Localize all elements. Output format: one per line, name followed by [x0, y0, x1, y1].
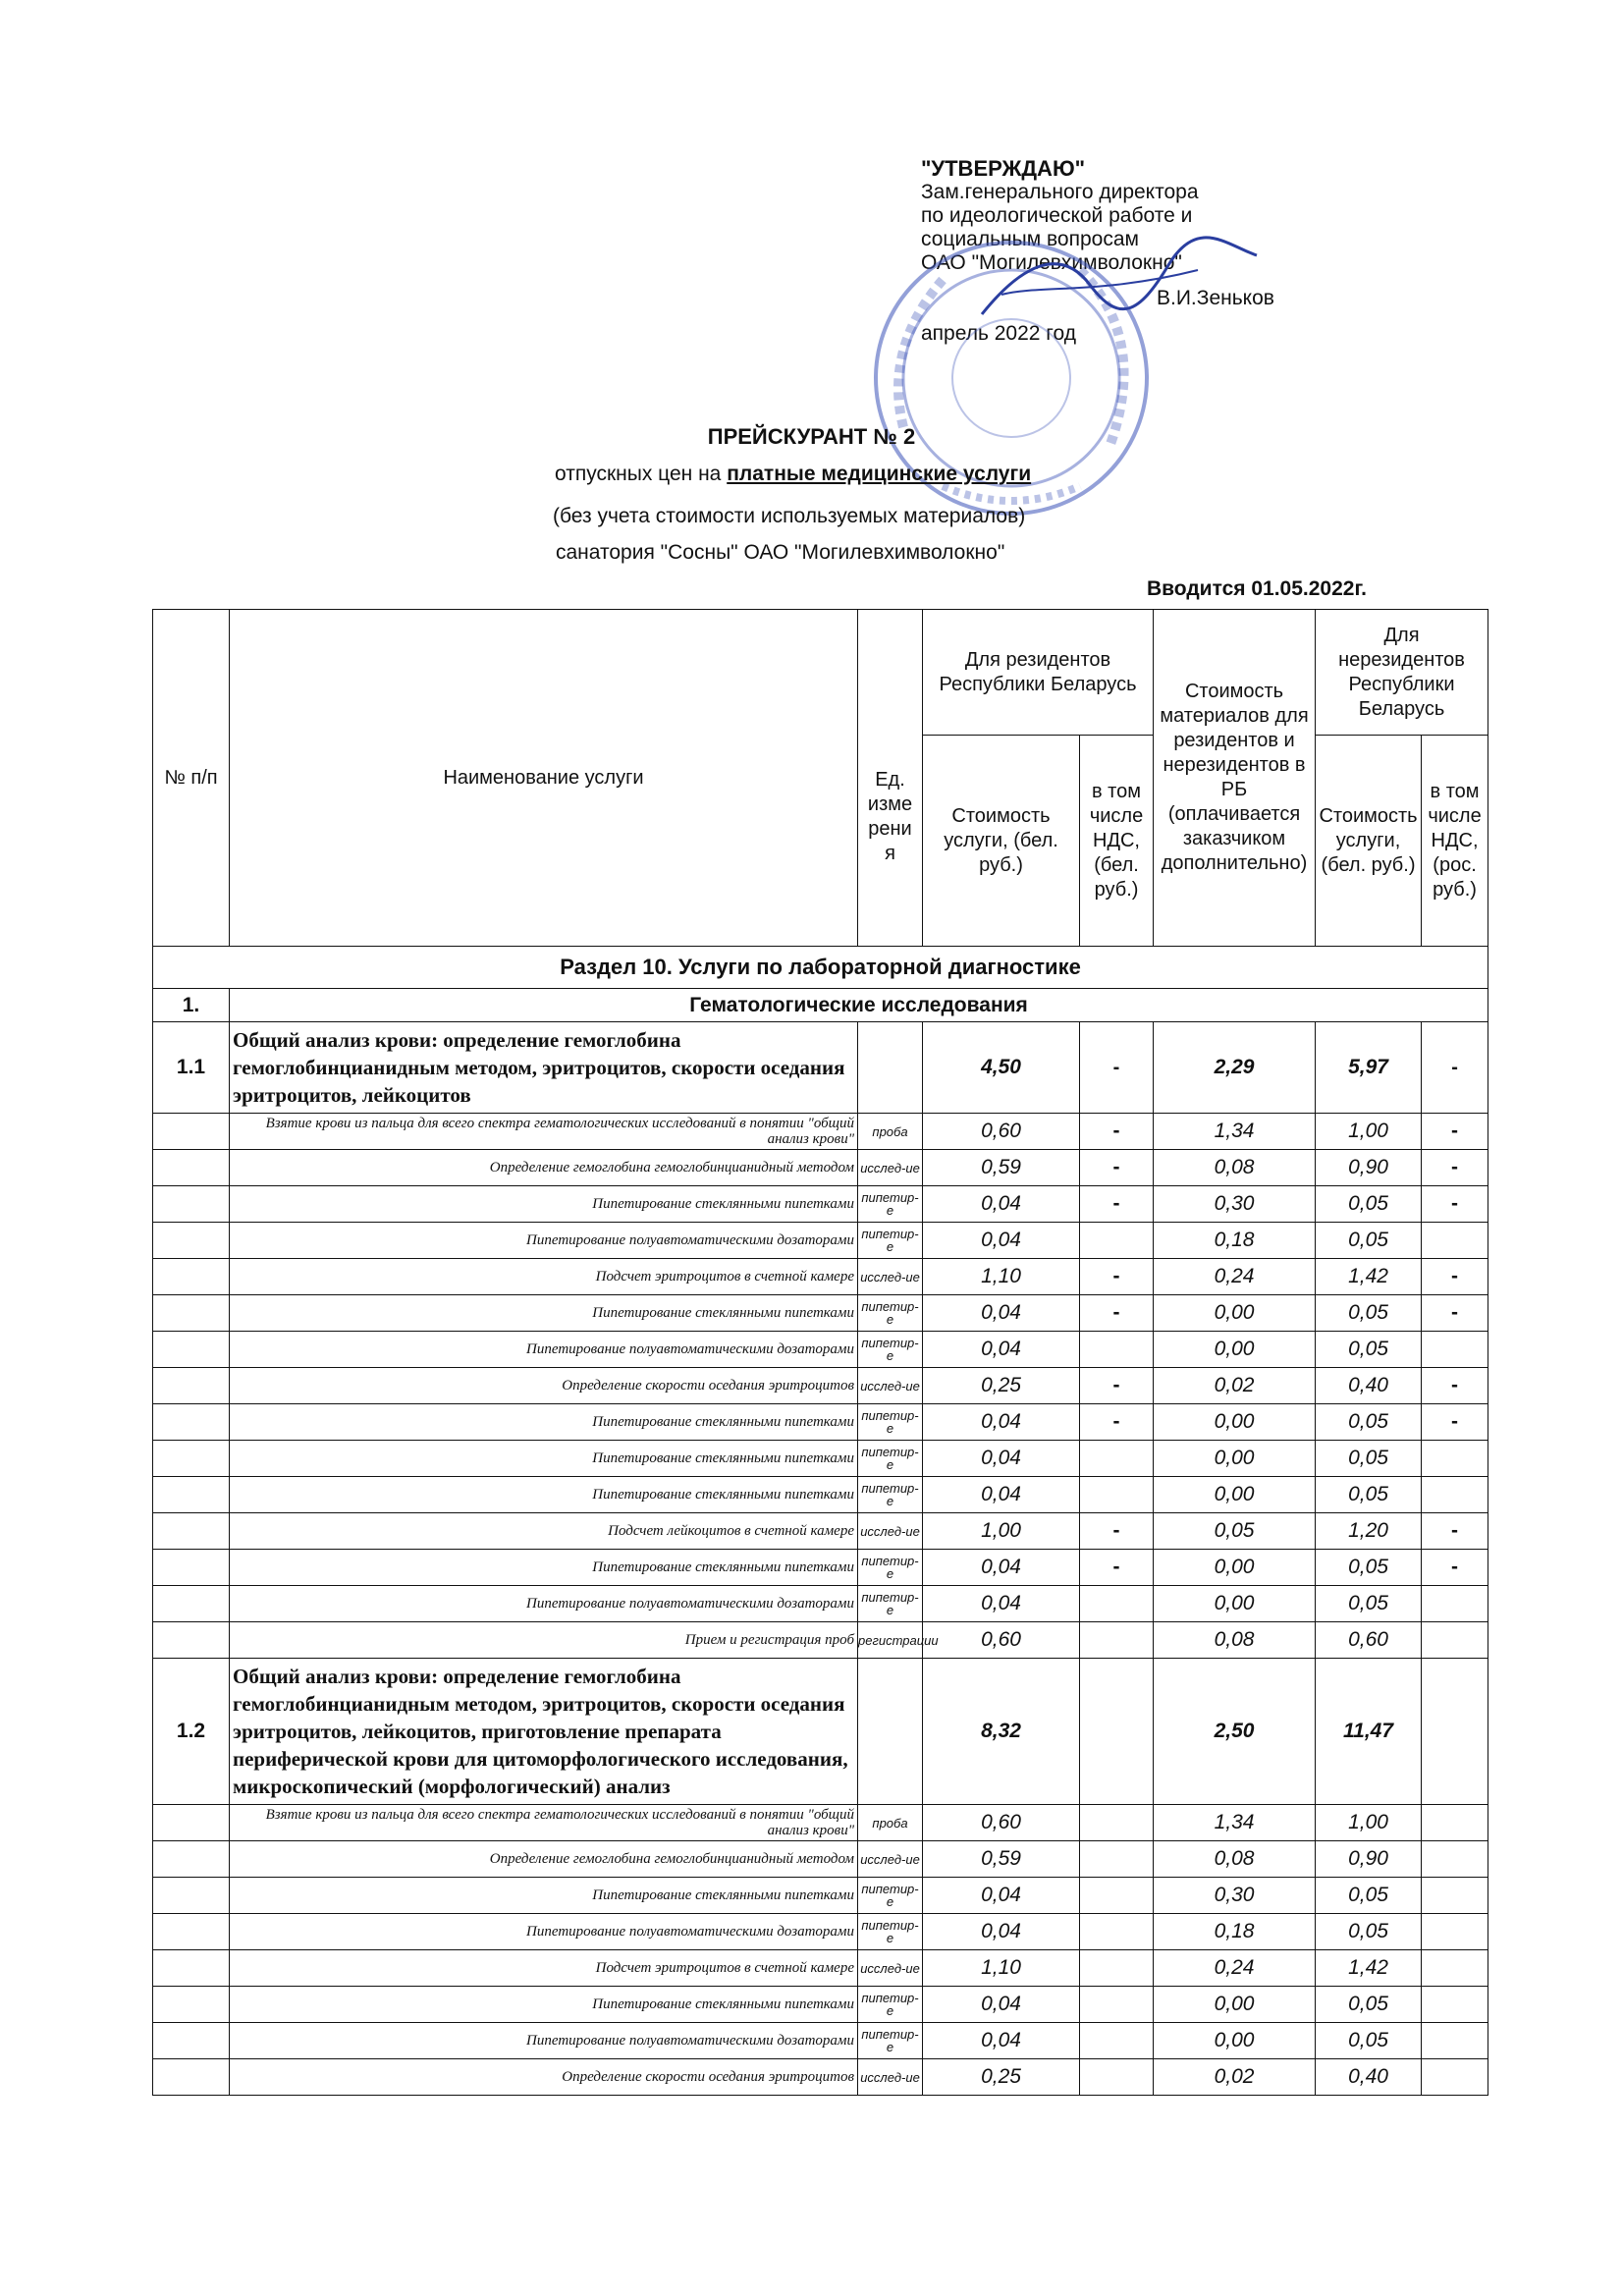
- sub-item-name: Подсчет лейкоцитов в счетной камере: [230, 1513, 858, 1550]
- sub-item-unit: исслед-ие: [858, 1950, 923, 1987]
- sub-item-unit: пипетир-е: [858, 1550, 923, 1586]
- sub-item-nonres-vat: [1422, 1878, 1488, 1914]
- sub-item-materials: 0,00: [1154, 1295, 1316, 1332]
- sub-item-cost: 0,04: [923, 1404, 1080, 1441]
- sub-item-cost: 0,60: [923, 1114, 1080, 1150]
- sub-item-row: [153, 1368, 1488, 1404]
- sub-item-nonres-vat: -: [1422, 1513, 1488, 1550]
- sub-item-cost: 0,60: [923, 1805, 1080, 1841]
- sub-item-vat: [1080, 1477, 1154, 1513]
- service-nonres-vat: [1422, 1659, 1488, 1805]
- sub-item-row: [153, 1404, 1488, 1441]
- sub-item-vat: [1080, 1805, 1154, 1841]
- sub-item-row: [153, 1878, 1488, 1914]
- sub-item-nonres-vat: [1422, 1841, 1488, 1878]
- sub-item-unit: пипетир-е: [858, 1878, 923, 1914]
- header-nonresident-cost: Стоимость услуги, (бел. руб.): [1316, 736, 1422, 947]
- sub-item-cost: 0,04: [923, 1332, 1080, 1368]
- sub-item-nonres-vat: [1422, 1950, 1488, 1987]
- sub-item-row: [153, 1914, 1488, 1950]
- sub-item-vat: -: [1080, 1550, 1154, 1586]
- sub-item-nonres-cost: 0,05: [1316, 1878, 1422, 1914]
- sub-item-materials: 1,34: [1154, 1805, 1316, 1841]
- sub-item-cost: 0,60: [923, 1622, 1080, 1659]
- sub-item-materials: 0,24: [1154, 1259, 1316, 1295]
- section-title: Раздел 10. Услуги по лабораторной диагностике: [153, 947, 1488, 989]
- sub-item-nonres-vat: -: [1422, 1114, 1488, 1150]
- sub-item-materials: 0,00: [1154, 1332, 1316, 1368]
- sub-item-materials: 0,08: [1154, 1841, 1316, 1878]
- header-num: № п/п: [153, 610, 230, 947]
- sub-item-num: [153, 1586, 230, 1622]
- service-name: Общий анализ крови: определение гемоглобина гемоглобинцианидным методом, эритроцитов, скорости оседания эритроцитов, лейкоцитов: [230, 1022, 858, 1114]
- group-title: Гематологические исследования: [230, 989, 1488, 1022]
- sub-item-vat: -: [1080, 1150, 1154, 1186]
- sub-item-unit: пипетир-е: [858, 1223, 923, 1259]
- sub-item-unit: пипетир-е: [858, 1477, 923, 1513]
- service-vat: [1080, 1659, 1154, 1805]
- handwritten-signature: [943, 226, 1276, 344]
- sub-item-unit: пипетир-е: [858, 1295, 923, 1332]
- sub-item-nonres-cost: 0,90: [1316, 1841, 1422, 1878]
- sub-item-name: Пипетирование полуавтоматическими дозаторами: [230, 1914, 858, 1950]
- sub-item-cost: 0,04: [923, 1441, 1080, 1477]
- sub-item-name: Пипетирование стеклянными пипетками: [230, 1404, 858, 1441]
- sub-item-materials: 0,24: [1154, 1950, 1316, 1987]
- sub-item-num: [153, 1368, 230, 1404]
- service-name: Общий анализ крови: определение гемоглобина гемоглобинцианидным методом, эритроцитов, скорости оседания эритроцитов, лейкоцитов, приготовление препарата периферической крови для цитоморфологического исследования, микроскопический (морфологический) анализ: [230, 1659, 858, 1805]
- sub-item-nonres-cost: 0,60: [1316, 1622, 1422, 1659]
- service-nonres-cost: 5,97: [1316, 1022, 1422, 1114]
- sub-item-num: [153, 1550, 230, 1586]
- sub-item-row: [153, 1150, 1488, 1186]
- sub-item-nonres-cost: 0,40: [1316, 1368, 1422, 1404]
- header-resident-group: Для резидентов Республики Беларусь: [923, 610, 1154, 736]
- sub-item-num: [153, 1914, 230, 1950]
- sub-item-num: [153, 1186, 230, 1223]
- sub-item-name: Пипетирование полуавтоматическими дозаторами: [230, 1332, 858, 1368]
- sub-item-materials: 0,30: [1154, 1878, 1316, 1914]
- doc-note: (без учета стоимости используемых материалов): [553, 505, 1026, 527]
- sub-item-vat: [1080, 1950, 1154, 1987]
- sub-item-nonres-cost: 0,05: [1316, 1441, 1422, 1477]
- sub-item-vat: [1080, 2023, 1154, 2059]
- sub-item-row: [153, 1550, 1488, 1586]
- sub-item-unit: регистрации: [858, 1622, 923, 1659]
- sub-item-unit: исслед-ие: [858, 1513, 923, 1550]
- sub-item-nonres-vat: -: [1422, 1404, 1488, 1441]
- service-materials: 2,29: [1154, 1022, 1316, 1114]
- sub-item-unit: исслед-ие: [858, 1259, 923, 1295]
- service-num: 1.1: [153, 1022, 230, 1114]
- sub-item-name: Определение гемоглобина гемоглобинцианидный методом: [230, 1841, 858, 1878]
- header-unit: Ед. изме рени я: [858, 610, 923, 947]
- header-resident-vat: в том числе НДС, (бел. руб.): [1080, 736, 1154, 947]
- sub-item-unit: пипетир-е: [858, 1404, 923, 1441]
- service-materials: 2,50: [1154, 1659, 1316, 1805]
- sub-item-unit: исслед-ие: [858, 1150, 923, 1186]
- approval-date: апрель 2022 год: [921, 322, 1076, 345]
- sub-item-materials: 0,08: [1154, 1622, 1316, 1659]
- sub-item-name: Пипетирование стеклянными пипетками: [230, 1987, 858, 2023]
- sub-item-materials: 0,18: [1154, 1223, 1316, 1259]
- sub-item-cost: 0,04: [923, 1477, 1080, 1513]
- sub-item-nonres-cost: 0,05: [1316, 1586, 1422, 1622]
- sub-item-materials: 0,30: [1154, 1186, 1316, 1223]
- sub-item-nonres-vat: -: [1422, 1186, 1488, 1223]
- sub-item-nonres-vat: [1422, 1332, 1488, 1368]
- sub-item-cost: 0,04: [923, 1987, 1080, 2023]
- sub-item-row: [153, 1186, 1488, 1223]
- sub-item-nonres-vat: [1422, 2059, 1488, 2096]
- sub-item-vat: -: [1080, 1114, 1154, 1150]
- sub-item-materials: 0,18: [1154, 1914, 1316, 1950]
- sub-item-unit: проба: [858, 1114, 923, 1150]
- approval-heading: "УТВЕРЖДАЮ": [921, 156, 1086, 181]
- sub-item-row: [153, 1223, 1488, 1259]
- sub-item-unit: пипетир-е: [858, 1987, 923, 2023]
- sub-item-num: [153, 1332, 230, 1368]
- sub-item-num: [153, 1223, 230, 1259]
- sub-item-name: Подсчет эритроцитов в счетной камере: [230, 1950, 858, 1987]
- group-row: [153, 989, 1488, 1022]
- sub-item-materials: 0,02: [1154, 1368, 1316, 1404]
- sub-item-materials: 0,08: [1154, 1150, 1316, 1186]
- sub-item-cost: 0,04: [923, 1186, 1080, 1223]
- sub-item-name: Пипетирование полуавтоматическими дозаторами: [230, 1586, 858, 1622]
- sub-item-nonres-cost: 0,05: [1316, 1914, 1422, 1950]
- doc-subtitle: [555, 463, 1031, 486]
- sub-item-nonres-vat: [1422, 1477, 1488, 1513]
- service-nonres-cost: 11,47: [1316, 1659, 1422, 1805]
- sub-item-name: Подсчет эритроцитов в счетной камере: [230, 1259, 858, 1295]
- sub-item-materials: 0,00: [1154, 1987, 1316, 2023]
- sub-item-name: Пипетирование стеклянными пипетками: [230, 1441, 858, 1477]
- sub-item-row: [153, 1805, 1488, 1841]
- sub-item-unit: пипетир-е: [858, 1332, 923, 1368]
- service-unit: [858, 1659, 923, 1805]
- sub-item-materials: 0,05: [1154, 1513, 1316, 1550]
- sub-item-cost: 0,04: [923, 2023, 1080, 2059]
- sub-item-unit: пипетир-е: [858, 1186, 923, 1223]
- doc-subtitle-prefix: отпускных цен на: [555, 463, 722, 485]
- sub-item-row: [153, 1114, 1488, 1150]
- sub-item-vat: [1080, 1878, 1154, 1914]
- sub-item-nonres-cost: 1,20: [1316, 1513, 1422, 1550]
- sub-item-num: [153, 1878, 230, 1914]
- sub-item-name: Определение скорости оседания эритроцитов: [230, 2059, 858, 2096]
- sub-item-num: [153, 1622, 230, 1659]
- sub-item-vat: [1080, 1622, 1154, 1659]
- sub-item-num: [153, 2059, 230, 2096]
- sub-item-num: [153, 1295, 230, 1332]
- sub-item-row: [153, 1259, 1488, 1295]
- approval-line: ОАО "Могилевхимволокно": [921, 251, 1182, 274]
- sub-item-unit: исслед-ие: [858, 2059, 923, 2096]
- sub-item-vat: -: [1080, 1404, 1154, 1441]
- sub-item-num: [153, 1987, 230, 2023]
- doc-organization: санатория "Сосны" ОАО "Могилевхимволокно": [556, 541, 1005, 564]
- sub-item-name: Пипетирование полуавтоматическими дозаторами: [230, 2023, 858, 2059]
- sub-item-vat: -: [1080, 1186, 1154, 1223]
- sub-item-name: Определение гемоглобина гемоглобинцианидный методом: [230, 1150, 858, 1186]
- sub-item-unit: проба: [858, 1805, 923, 1841]
- sub-item-cost: 0,04: [923, 1223, 1080, 1259]
- header-materials: Стоимость материалов для резидентов и нерезидентов в РБ (оплачивается заказчиком дополнительно): [1154, 610, 1316, 947]
- sub-item-nonres-vat: [1422, 1441, 1488, 1477]
- sub-item-cost: 0,04: [923, 1550, 1080, 1586]
- sub-item-row: [153, 1987, 1488, 2023]
- sub-item-nonres-cost: 0,05: [1316, 1332, 1422, 1368]
- sub-item-cost: 0,04: [923, 1914, 1080, 1950]
- sub-item-nonres-vat: [1422, 1987, 1488, 2023]
- sub-item-materials: 0,00: [1154, 1477, 1316, 1513]
- sub-item-cost: 0,25: [923, 1368, 1080, 1404]
- header-nonresident-group: Для нерезидентов Республики Беларусь: [1316, 610, 1488, 736]
- sub-item-num: [153, 1477, 230, 1513]
- sub-item-cost: 0,25: [923, 2059, 1080, 2096]
- sub-item-nonres-vat: -: [1422, 1368, 1488, 1404]
- section-row: [153, 947, 1488, 989]
- approval-line: по идеологической работе и: [921, 204, 1193, 227]
- sub-item-nonres-vat: -: [1422, 1259, 1488, 1295]
- sub-item-row: [153, 1586, 1488, 1622]
- sub-item-cost: 0,04: [923, 1878, 1080, 1914]
- sub-item-nonres-cost: 0,05: [1316, 1550, 1422, 1586]
- service-num: 1.2: [153, 1659, 230, 1805]
- sub-item-unit: исслед-ие: [858, 1368, 923, 1404]
- service-cost: 4,50: [923, 1022, 1080, 1114]
- service-vat: -: [1080, 1022, 1154, 1114]
- sub-item-nonres-vat: -: [1422, 1550, 1488, 1586]
- service-row: [153, 1022, 1488, 1114]
- sub-item-row: [153, 1477, 1488, 1513]
- sub-item-nonres-cost: 1,00: [1316, 1805, 1422, 1841]
- sub-item-nonres-vat: [1422, 1223, 1488, 1259]
- sub-item-nonres-cost: 0,05: [1316, 1404, 1422, 1441]
- sub-item-vat: -: [1080, 1368, 1154, 1404]
- sub-item-materials: 0,00: [1154, 1441, 1316, 1477]
- sub-item-name: Пипетирование полуавтоматическими дозаторами: [230, 1223, 858, 1259]
- sub-item-vat: [1080, 1441, 1154, 1477]
- sub-item-nonres-vat: [1422, 1805, 1488, 1841]
- sub-item-materials: 0,02: [1154, 2059, 1316, 2096]
- sub-item-vat: [1080, 1914, 1154, 1950]
- sub-item-name: Взятие крови из пальца для всего спектра гематологических исследований в понятии "общий анализ крови": [230, 1114, 858, 1150]
- sub-item-cost: 1,00: [923, 1513, 1080, 1550]
- price-table-body: [153, 947, 1488, 2096]
- sub-item-nonres-vat: [1422, 1622, 1488, 1659]
- sub-item-vat: -: [1080, 1513, 1154, 1550]
- sub-item-name: Пипетирование стеклянными пипетками: [230, 1186, 858, 1223]
- sub-item-num: [153, 1805, 230, 1841]
- sub-item-name: Прием и регистрация проб: [230, 1622, 858, 1659]
- service-unit: [858, 1022, 923, 1114]
- sub-item-nonres-cost: 0,40: [1316, 2059, 1422, 2096]
- doc-title: ПРЕЙСКУРАНТ № 2: [707, 424, 916, 449]
- sub-item-vat: [1080, 1332, 1154, 1368]
- sub-item-cost: 0,04: [923, 1586, 1080, 1622]
- sub-item-materials: 0,00: [1154, 2023, 1316, 2059]
- sub-item-nonres-vat: -: [1422, 1150, 1488, 1186]
- sub-item-nonres-cost: 1,42: [1316, 1259, 1422, 1295]
- sub-item-num: [153, 1114, 230, 1150]
- service-cost: 8,32: [923, 1659, 1080, 1805]
- price-table: [152, 609, 1488, 2096]
- sub-item-nonres-cost: 0,05: [1316, 1295, 1422, 1332]
- sub-item-nonres-cost: 0,90: [1316, 1150, 1422, 1186]
- sub-item-cost: 0,04: [923, 1295, 1080, 1332]
- sub-item-materials: 0,00: [1154, 1404, 1316, 1441]
- sub-item-unit: исслед-ие: [858, 1841, 923, 1878]
- sub-item-unit: пипетир-е: [858, 1586, 923, 1622]
- sub-item-unit: пипетир-е: [858, 2023, 923, 2059]
- sub-item-row: [153, 1332, 1488, 1368]
- approval-line: социальным вопросам: [921, 228, 1139, 250]
- sub-item-cost: 1,10: [923, 1259, 1080, 1295]
- sub-item-nonres-vat: [1422, 2023, 1488, 2059]
- sub-item-num: [153, 1150, 230, 1186]
- sub-item-row: [153, 1295, 1488, 1332]
- sub-item-row: [153, 1441, 1488, 1477]
- sub-item-num: [153, 1950, 230, 1987]
- header-resident-cost: Стоимость услуги, (бел. руб.): [923, 736, 1080, 947]
- service-row: [153, 1659, 1488, 1805]
- sub-item-row: [153, 1841, 1488, 1878]
- sub-item-nonres-cost: 0,05: [1316, 1987, 1422, 2023]
- sub-item-num: [153, 2023, 230, 2059]
- sub-item-cost: 0,59: [923, 1841, 1080, 1878]
- sub-item-vat: [1080, 1987, 1154, 2023]
- sub-item-nonres-cost: 0,05: [1316, 1186, 1422, 1223]
- sub-item-unit: пипетир-е: [858, 1914, 923, 1950]
- sub-item-materials: 0,00: [1154, 1550, 1316, 1586]
- sub-item-vat: [1080, 1841, 1154, 1878]
- sub-item-vat: [1080, 1586, 1154, 1622]
- header-name: Наименование услуги: [230, 610, 858, 947]
- sub-item-vat: -: [1080, 1259, 1154, 1295]
- sub-item-name: Взятие крови из пальца для всего спектра гематологических исследований в понятии "общий анализ крови": [230, 1805, 858, 1841]
- sub-item-num: [153, 1259, 230, 1295]
- sub-item-row: [153, 2059, 1488, 2096]
- sub-item-num: [153, 1513, 230, 1550]
- doc-subtitle-underlined: платные медицинские услуги: [727, 463, 1032, 485]
- sub-item-nonres-cost: 0,05: [1316, 2023, 1422, 2059]
- sub-item-nonres-vat: -: [1422, 1295, 1488, 1332]
- sub-item-name: Пипетирование стеклянными пипетками: [230, 1295, 858, 1332]
- group-num: 1.: [153, 989, 230, 1022]
- sub-item-cost: 1,10: [923, 1950, 1080, 1987]
- sub-item-num: [153, 1841, 230, 1878]
- sub-item-num: [153, 1404, 230, 1441]
- sub-item-nonres-cost: 0,05: [1316, 1477, 1422, 1513]
- sub-item-vat: [1080, 1223, 1154, 1259]
- service-nonres-vat: -: [1422, 1022, 1488, 1114]
- sub-item-vat: -: [1080, 1295, 1154, 1332]
- approval-line: Зам.генерального директора: [921, 181, 1199, 203]
- sub-item-name: Определение скорости оседания эритроцитов: [230, 1368, 858, 1404]
- header-nonresident-vat: в том числе НДС, (рос. руб.): [1422, 736, 1488, 947]
- sub-item-name: Пипетирование стеклянными пипетками: [230, 1550, 858, 1586]
- sub-item-num: [153, 1441, 230, 1477]
- sub-item-row: [153, 2023, 1488, 2059]
- sub-item-row: [153, 1950, 1488, 1987]
- sub-item-nonres-vat: [1422, 1914, 1488, 1950]
- sub-item-name: Пипетирование стеклянными пипетками: [230, 1477, 858, 1513]
- sub-item-materials: 1,34: [1154, 1114, 1316, 1150]
- sub-item-name: Пипетирование стеклянными пипетками: [230, 1878, 858, 1914]
- sub-item-materials: 0,00: [1154, 1586, 1316, 1622]
- effective-date: Вводится 01.05.2022г.: [1147, 577, 1367, 600]
- approval-signer: В.И.Зеньков: [1157, 287, 1274, 309]
- sub-item-nonres-vat: [1422, 1586, 1488, 1622]
- sub-item-nonres-cost: 1,00: [1316, 1114, 1422, 1150]
- sub-item-vat: [1080, 2059, 1154, 2096]
- sub-item-nonres-cost: 0,05: [1316, 1223, 1422, 1259]
- sub-item-unit: пипетир-е: [858, 1441, 923, 1477]
- sub-item-nonres-cost: 1,42: [1316, 1950, 1422, 1987]
- sub-item-row: [153, 1622, 1488, 1659]
- sub-item-row: [153, 1513, 1488, 1550]
- sub-item-cost: 0,59: [923, 1150, 1080, 1186]
